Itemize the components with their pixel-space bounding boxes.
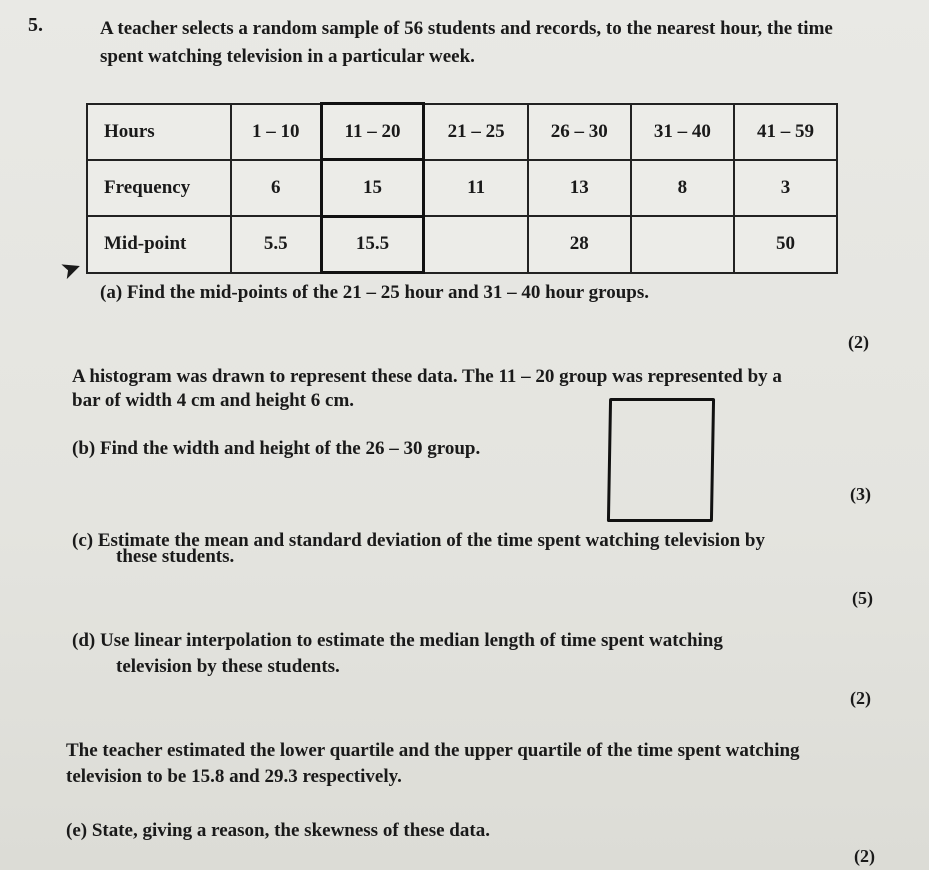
- part-c-line-1: (c) Estimate the mean and standard deviation of the time spent watching television by: [72, 530, 765, 551]
- question-intro-line-1: A teacher selects a random sample of 56 students and records, to the nearest hour, the time: [100, 18, 833, 39]
- part-c-line-2: these students.: [116, 546, 235, 567]
- quartile-line-1: The teacher estimated the lower quartile and the upper quartile of the time spent watching: [66, 740, 800, 761]
- histogram-intro-line-1: A histogram was drawn to represent these data. The 11 – 20 group was represented by a: [72, 366, 782, 387]
- table-cell: 31 – 40: [631, 104, 734, 160]
- part-c-marks: (5): [852, 588, 873, 608]
- table-cell: 28: [528, 216, 631, 272]
- table-cell: 8: [631, 160, 734, 216]
- question-intro-line-2: spent watching television in a particular week.: [100, 46, 475, 67]
- row-header-frequency: Frequency: [87, 160, 231, 216]
- table-row-hours: [87, 104, 837, 160]
- question-number: 5.: [28, 14, 43, 36]
- handwritten-arrow-icon: ➤: [58, 253, 84, 284]
- part-b-text: (b) Find the width and height of the 26 – 30 group.: [72, 438, 481, 459]
- part-e-text: (e) State, giving a reason, the skewness of these data.: [66, 820, 490, 841]
- table-cell: 3: [734, 160, 837, 216]
- row-header-midpoint: Mid-point: [87, 216, 231, 272]
- quartile-line-2: television to be 15.8 and 29.3 respectively.: [66, 766, 402, 787]
- table-row-frequency: [87, 160, 837, 216]
- table-cell: 5.5: [231, 216, 321, 272]
- histogram-intro-line-2: bar of width 4 cm and height 6 cm.: [72, 390, 355, 411]
- part-d-line-2: television by these students.: [116, 656, 340, 677]
- part-a-marks: (2): [848, 332, 869, 352]
- table-cell: 11: [424, 160, 528, 216]
- row-header-hours: Hours: [87, 104, 231, 160]
- table-cell: 21 – 25: [424, 104, 528, 160]
- table-cell-empty: [424, 216, 528, 272]
- table-cell-highlighted: 15: [321, 160, 424, 216]
- part-e-marks: (2): [854, 846, 875, 866]
- part-b-marks: (3): [850, 484, 871, 504]
- table-cell: 1 – 10: [231, 104, 321, 160]
- table-cell-empty: [631, 216, 734, 272]
- part-a-text: (a) Find the mid-points of the 21 – 25 hour and 31 – 40 hour groups.: [100, 282, 649, 303]
- table-cell: 41 – 59: [734, 104, 837, 160]
- table-cell-highlighted: 15.5: [321, 216, 424, 272]
- table-cell: 13: [528, 160, 631, 216]
- table-cell: 6: [231, 160, 321, 216]
- table-cell-highlighted: 11 – 20: [321, 104, 424, 160]
- frequency-table: [86, 102, 838, 274]
- hand-drawn-bar-sketch: [607, 398, 715, 522]
- table-cell: 26 – 30: [528, 104, 631, 160]
- part-d-marks: (2): [850, 688, 871, 708]
- part-d-line-1: (d) Use linear interpolation to estimate the median length of time spent watching: [72, 630, 723, 651]
- table-row-midpoint: [87, 216, 837, 272]
- table-cell: 50: [734, 216, 837, 272]
